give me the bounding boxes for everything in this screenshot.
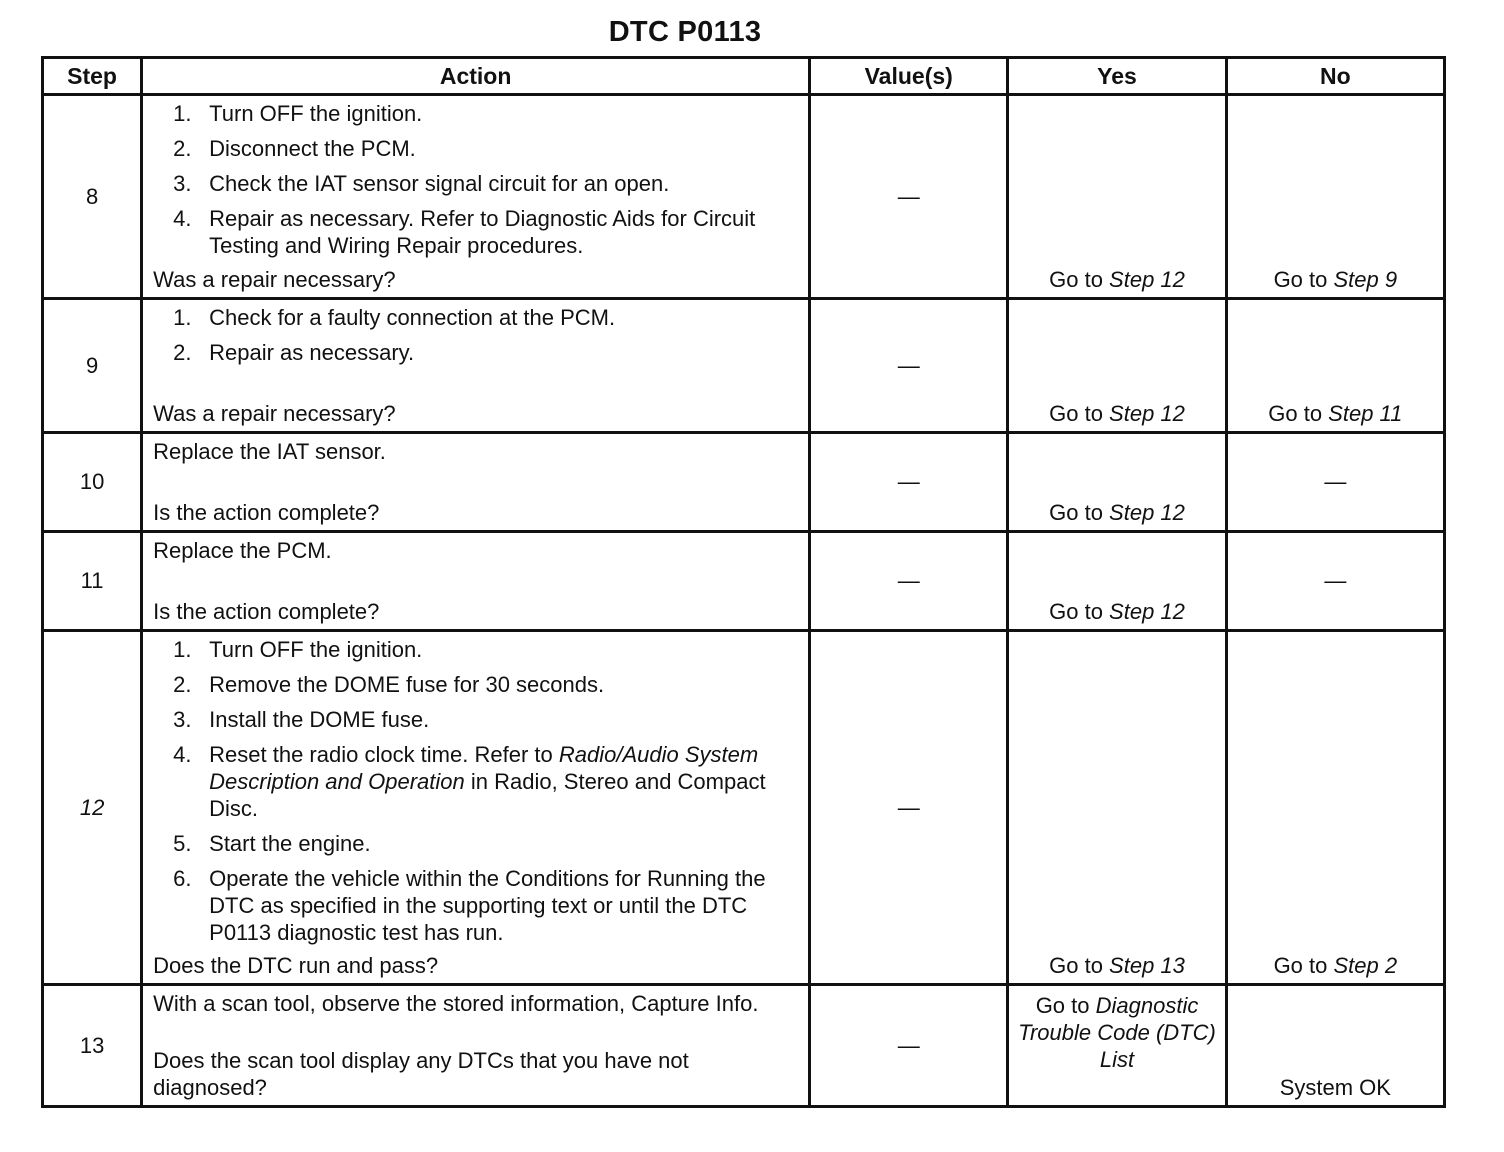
action-text: With a scan tool, observe the stored information, Capture Info. — [153, 991, 759, 1016]
yes-goto-link[interactable]: Go to Step 13 — [1049, 953, 1185, 978]
table-row-step-13 — [43, 985, 1445, 1107]
table-header-row — [43, 58, 1445, 95]
action-question: Does the DTC run and pass? — [153, 953, 439, 978]
value-cell: — — [810, 95, 1008, 299]
header-values: Value(s) — [810, 58, 1008, 95]
yes-goto-link[interactable]: Go to Step 12 — [1049, 500, 1185, 525]
action-item: 1. Turn OFF the ignition. — [173, 101, 423, 126]
yes-cell — [1008, 985, 1226, 1107]
yes-goto-link[interactable]: Go to Step 12 — [1049, 267, 1185, 292]
value-cell: — — [810, 433, 1008, 532]
step-number: 13 — [43, 985, 142, 1107]
step-number: 12 — [43, 631, 142, 985]
no-goto-link[interactable]: Go to Step 2 — [1273, 953, 1398, 978]
no-value: — — [1324, 568, 1347, 593]
no-goto-link[interactable]: Go to Step 9 — [1273, 267, 1398, 292]
action-cell — [142, 433, 810, 532]
step-number: 10 — [43, 433, 142, 532]
no-cell — [1226, 299, 1444, 433]
no-value: System OK — [1279, 1075, 1391, 1100]
step-number: 9 — [43, 299, 142, 433]
action-item: 4. Reset the radio clock time. Refer to Radio/Audio System Description and Operation in Radio, Stereo and Compact Disc. — [173, 742, 766, 821]
action-cell — [142, 532, 810, 631]
action-cell — [142, 631, 810, 985]
table-row-step-9 — [43, 299, 1445, 433]
action-item: 4. Repair as necessary. Refer to Diagnostic Aids for Circuit Testing and Wiring Repair procedures. — [173, 206, 756, 258]
header-action: Action — [142, 58, 810, 95]
action-cell — [142, 95, 810, 299]
yes-goto-link[interactable]: Go to Diagnostic Trouble Code (DTC) List — [1018, 993, 1216, 1072]
no-cell — [1226, 433, 1444, 532]
yes-cell — [1008, 433, 1226, 532]
action-item: 5. Start the engine. — [173, 831, 371, 856]
action-item: 3. Check the IAT sensor signal circuit for an open. — [173, 171, 670, 196]
action-text: Replace the IAT sensor. — [153, 439, 386, 464]
no-cell — [1226, 631, 1444, 985]
header-no: No — [1226, 58, 1444, 95]
step-number: 8 — [43, 95, 142, 299]
action-cell — [142, 985, 810, 1107]
yes-cell — [1008, 631, 1226, 985]
header-yes: Yes — [1008, 58, 1226, 95]
table-row-step-11 — [43, 532, 1445, 631]
action-item: 1. Check for a faulty connection at the PCM. — [173, 305, 616, 330]
action-question: Does the scan tool display any DTCs that you have not diagnosed? — [153, 1048, 689, 1100]
action-item: 1. Turn OFF the ignition. — [173, 637, 423, 662]
no-cell — [1226, 532, 1444, 631]
value-cell: — — [810, 631, 1008, 985]
table-row-step-8 — [43, 95, 1445, 299]
no-value: — — [1324, 469, 1347, 494]
action-item: 2. Repair as necessary. — [173, 340, 415, 365]
yes-goto-link[interactable]: Go to Step 12 — [1049, 401, 1185, 426]
yes-goto-link[interactable]: Go to Step 12 — [1049, 599, 1185, 624]
action-item: 2. Remove the DOME fuse for 30 seconds. — [173, 672, 605, 697]
yes-cell — [1008, 532, 1226, 631]
action-question: Is the action complete? — [153, 500, 380, 525]
action-item: 6. Operate the vehicle within the Conditions for Running the DTC as specified in the supporting text or until the DTC P0113 diagnostic test has run. — [173, 866, 766, 945]
value-cell: — — [810, 532, 1008, 631]
no-cell — [1226, 985, 1444, 1107]
header-step: Step — [43, 58, 142, 95]
value-cell: — — [810, 299, 1008, 433]
step-number: 11 — [43, 532, 142, 631]
action-text: Replace the PCM. — [153, 538, 332, 563]
table-row-step-12 — [43, 631, 1445, 985]
no-cell — [1226, 95, 1444, 299]
yes-cell — [1008, 95, 1226, 299]
action-item: 2. Disconnect the PCM. — [173, 136, 416, 161]
table-row-step-10 — [43, 433, 1445, 532]
page-title: DTC P0113 — [608, 16, 762, 48]
action-question: Was a repair necessary? — [153, 401, 396, 426]
action-cell — [142, 299, 810, 433]
no-goto-link[interactable]: Go to Step 11 — [1268, 401, 1403, 426]
yes-cell — [1008, 299, 1226, 433]
action-question: Is the action complete? — [153, 599, 380, 624]
diagnostic-table — [41, 56, 1446, 1108]
action-item: 3. Install the DOME fuse. — [173, 707, 430, 732]
value-cell: — — [810, 985, 1008, 1107]
action-question: Was a repair necessary? — [153, 267, 396, 292]
